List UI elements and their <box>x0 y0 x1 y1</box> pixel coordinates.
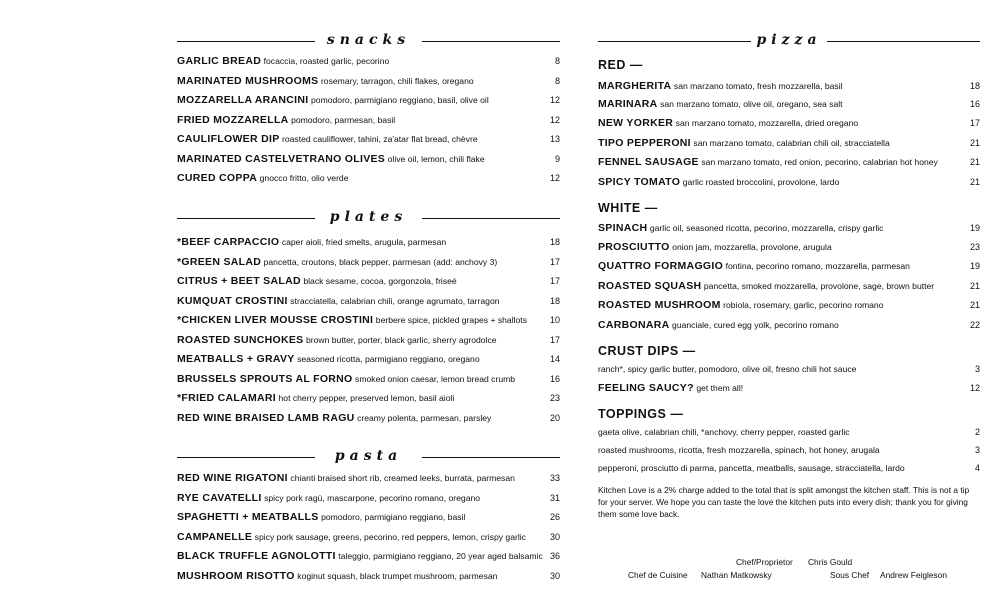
menu-item <box>177 312 560 328</box>
item-name: KUMQUAT CROSTINI <box>177 294 288 307</box>
item-price: 12 <box>549 173 560 183</box>
item-name: GARLIC BREAD <box>177 55 262 67</box>
item-desc: garlic oil, seasoned ricotta, pecorino, mozzarella, crispy garlic <box>649 223 884 233</box>
item-price: 36 <box>549 551 560 561</box>
item-name: NEW YORKER <box>598 117 674 129</box>
pizza-header <box>598 33 980 49</box>
item-price: 16 <box>969 99 980 109</box>
section-title: pizza <box>756 32 822 48</box>
menu-item <box>598 174 980 190</box>
item-desc: olive oil, lemon, chili flake <box>387 153 485 164</box>
menu-item <box>177 234 560 250</box>
item-name: SPICY TOMATO <box>598 176 681 188</box>
item-desc: brown butter, porter, black garlic, sherry agrodolce <box>305 334 497 345</box>
item-name: FENNEL SAUSAGE <box>598 156 699 168</box>
menu-item <box>177 371 560 387</box>
item-desc: gaeta olive, calabrian chili, *anchovy, cherry pepper, roasted garlic <box>598 427 850 437</box>
item-desc: gnocco fritto, olio verde <box>259 173 349 183</box>
menu-item <box>177 332 560 348</box>
divider <box>422 41 560 42</box>
menu-item <box>177 254 560 270</box>
item-price: 4 <box>974 463 980 473</box>
item-price: 10 <box>549 315 560 325</box>
menu-item <box>177 410 560 426</box>
menu-item <box>177 490 560 506</box>
menu-item <box>177 53 560 69</box>
menu-item <box>598 258 980 274</box>
item-desc: san marzano tomato, red onion, pecorino, calabrian hot honey <box>701 157 938 167</box>
item-desc: berbere spice, pickled grapes + shallots <box>375 315 527 325</box>
item-name: RED WINE RIGATONI <box>177 472 288 484</box>
item-price: 30 <box>549 531 560 542</box>
topping-line <box>598 424 980 440</box>
item-desc: roasted mushrooms, ricotta, fresh mozzarella, spinach, hot honey, arugala <box>598 445 880 455</box>
item-name: MARINATED CASTELVETRANO OLIVES <box>177 152 386 165</box>
item-price: 18 <box>549 237 560 247</box>
item-desc: seasoned ricotta, parmigiano reggiano, oregano <box>297 354 480 364</box>
item-price: 33 <box>549 473 560 483</box>
item-price: 21 <box>969 300 980 310</box>
item-price: 18 <box>549 295 560 306</box>
item-price: 21 <box>969 281 980 291</box>
item-price: 21 <box>969 157 980 167</box>
item-desc: san marzano tomato, calabrian chili oil, stracciatella <box>693 138 890 148</box>
item-desc: taleggio, parmigiano reggiano, 20 year aged balsamic <box>338 551 543 561</box>
item-price: 12 <box>969 383 980 393</box>
item-name: MOZZARELLA ARANCINI <box>177 94 309 106</box>
item-desc: guanciale, cured egg yolk, pecorino romano <box>672 320 839 330</box>
red-heading: RED — <box>598 58 643 72</box>
snacks-header <box>177 33 560 49</box>
item-name: RED WINE BRAISED LAMB RAGU <box>177 411 355 424</box>
item-desc: spicy pork sausage, greens, pecorino, red peppers, lemon, crispy garlic <box>254 531 526 542</box>
item-price: 17 <box>549 276 560 286</box>
item-price: 12 <box>549 114 560 125</box>
proprietor-name: Chris Gould <box>808 557 853 567</box>
divider <box>827 41 980 42</box>
item-price: 23 <box>969 242 980 252</box>
item-name: SPAGHETTI + MEATBALLS <box>177 511 319 523</box>
section-title: plates <box>329 209 408 225</box>
item-name: RYE CAVATELLI <box>177 491 262 504</box>
menu-item <box>177 351 560 367</box>
menu-item <box>598 154 980 170</box>
menu-item <box>598 135 980 151</box>
item-desc: stracciatella, calabrian chili, orange agrumato, tarragon <box>290 295 500 306</box>
item-price: 8 <box>554 75 560 86</box>
item-desc: pancetta, croutons, black pepper, parmesan (add: anchovy 3) <box>263 256 498 267</box>
menu-item <box>177 390 560 406</box>
item-price: 26 <box>549 512 560 522</box>
toppings-heading: TOPPINGS — <box>598 407 684 421</box>
item-price: 2 <box>974 427 980 437</box>
item-name: MARINATED MUSHROOMS <box>177 74 319 87</box>
menu-item <box>598 297 980 313</box>
item-desc: pancetta, smoked mozzarella, provolone, sage, brown butter <box>703 281 935 291</box>
item-price: 30 <box>549 570 560 581</box>
menu-item <box>177 73 560 89</box>
item-price: 21 <box>969 138 980 148</box>
menu-item <box>598 278 980 294</box>
sous-chef-title: Sous Chef <box>830 570 870 580</box>
item-name: FRIED MOZZARELLA <box>177 113 289 126</box>
item-name: TIPO PEPPERONI <box>598 137 691 149</box>
item-desc: garlic roasted broccolini, provolone, lardo <box>682 177 840 187</box>
topping-line <box>598 442 980 458</box>
item-desc: caper aioli, fried smelts, arugula, parmesan <box>281 237 447 247</box>
item-name: CURED COPPA <box>177 172 258 184</box>
item-name: CARBONARA <box>598 319 670 331</box>
item-name: SPINACH <box>598 222 648 234</box>
item-name: CITRUS + BEET SALAD <box>177 275 301 287</box>
pasta-header <box>177 449 560 465</box>
item-desc: san marzano tomato, olive oil, oregano, sea salt <box>660 99 843 109</box>
item-price: 23 <box>549 393 560 403</box>
menu-item <box>177 470 560 486</box>
item-name: PROSCIUTTO <box>598 241 670 253</box>
item-desc: fontina, pecorino romano, mozzarella, parmesan <box>725 261 910 271</box>
item-name: *BEEF CARPACCIO <box>177 236 280 248</box>
item-desc: pomodoro, parmigiano reggiano, basil, olive oil <box>311 95 489 105</box>
item-price: 22 <box>969 320 980 330</box>
menu-item <box>598 96 980 112</box>
item-name: BRUSSELS SPROUTS AL FORNO <box>177 372 353 385</box>
item-name: MARINARA <box>598 98 658 110</box>
item-name: MEATBALLS + GRAVY <box>177 353 295 365</box>
item-desc: roasted cauliflower, tahini, za'atar flat bread, chèvre <box>282 134 478 144</box>
item-desc: koginut squash, black trumpet mushroom, parmesan <box>297 570 498 581</box>
section-title: pasta <box>334 448 403 464</box>
item-price: 14 <box>549 354 560 364</box>
item-name: CAULIFLOWER DIP <box>177 133 280 145</box>
white-heading: WHITE — <box>598 201 658 215</box>
menu-item <box>177 131 560 147</box>
item-desc: creamy polenta, parmesan, parsley <box>357 412 492 423</box>
divider <box>422 218 560 219</box>
section-title: snacks <box>326 32 411 48</box>
item-price: 13 <box>549 134 560 144</box>
item-name: *FRIED CALAMARI <box>177 392 276 404</box>
item-name: *CHICKEN LIVER MOUSSE CROSTINI <box>177 314 374 326</box>
item-name: MARGHERITA <box>598 80 672 92</box>
item-price: 9 <box>554 153 560 164</box>
item-name: *GREEN SALAD <box>177 255 262 268</box>
item-desc: black sesame, cocoa, gorgonzola, friseé <box>303 276 457 286</box>
menu-item <box>177 529 560 545</box>
item-name: BLACK TRUFFLE AGNOLOTTI <box>177 550 336 562</box>
sous-chef-name: Andrew Feigleson <box>880 570 948 580</box>
item-desc: san marzano tomato, mozzarella, dried oregano <box>675 118 859 128</box>
menu-item <box>177 273 560 289</box>
chef-de-cuisine-title: Chef de Cuisine <box>628 570 688 580</box>
kitchen-love-note: Kitchen Love is a 2% charge added to the total that is split amongst the kitchen staff. This is not a tip for your server. We hope you can taste the love the kitchen puts into every dish; thank you for giving them some love back. <box>598 485 970 519</box>
item-price: 3 <box>974 364 980 374</box>
item-price: 12 <box>549 95 560 105</box>
crust-dips-heading: CRUST DIPS — <box>598 344 696 358</box>
item-name: ROASTED MUSHROOM <box>598 299 721 311</box>
item-price: 31 <box>549 492 560 503</box>
item-desc: pepperoni, prosciutto di parma, pancetta, meatballs, sausage, stracciatella, lardo <box>598 463 905 473</box>
menu-item <box>598 380 980 396</box>
item-desc: rosemary, tarragon, chili flakes, oregano <box>320 75 474 86</box>
item-price: 17 <box>549 256 560 267</box>
item-price: 20 <box>549 412 560 423</box>
menu-item <box>598 115 980 131</box>
item-name: FEELING SAUCY? <box>598 382 694 394</box>
item-desc: focaccia, roasted garlic, pecorino <box>263 56 390 66</box>
item-desc: ranch*, spicy garlic butter, pomodoro, olive oil, fresno chili hot sauce <box>598 364 857 374</box>
item-price: 19 <box>969 261 980 271</box>
item-price: 8 <box>554 56 560 66</box>
item-desc: pomodoro, parmigiano reggiano, basil <box>321 512 466 522</box>
item-desc: onion jam, mozzarella, provolone, arugula <box>672 242 832 252</box>
item-name: ROASTED SQUASH <box>598 280 702 292</box>
item-price: 16 <box>549 373 560 384</box>
item-name: QUATTRO FORMAGGIO <box>598 260 724 272</box>
item-desc: chianti braised short rib, creamed leeks, burrata, parmesan <box>290 473 515 483</box>
crust-dips-line <box>598 361 980 377</box>
item-price: 21 <box>969 177 980 187</box>
menu-item <box>177 170 560 186</box>
item-desc: smoked onion caesar, lemon bread crumb <box>355 373 516 384</box>
menu-item <box>177 568 560 584</box>
item-price: 18 <box>969 81 980 91</box>
item-desc: san marzano tomato, fresh mozzarella, basil <box>673 81 843 91</box>
menu-item <box>177 112 560 128</box>
item-price: 17 <box>549 334 560 345</box>
menu-item <box>177 548 560 564</box>
menu-item <box>598 239 980 255</box>
item-name: ROASTED SUNCHOKES <box>177 333 304 346</box>
chef-de-cuisine-name: Nathan Matkowsky <box>701 570 772 580</box>
topping-line <box>598 460 980 476</box>
item-price: 19 <box>969 223 980 233</box>
item-price: 3 <box>974 445 980 455</box>
divider <box>422 457 560 458</box>
menu-item <box>177 509 560 525</box>
menu-item <box>598 317 980 333</box>
menu-item <box>177 151 560 167</box>
item-price: 17 <box>969 118 980 128</box>
proprietor-title: Chef/Proprietor <box>736 557 793 567</box>
plates-header <box>177 210 560 226</box>
item-desc: spicy pork ragù, mascarpone, pecorino romano, oregano <box>264 492 481 503</box>
menu-item <box>177 92 560 108</box>
item-name: MUSHROOM RISOTTO <box>177 569 295 582</box>
item-desc: hot cherry pepper, preserved lemon, basil aioli <box>278 393 455 403</box>
item-desc: get them all! <box>696 383 744 393</box>
item-desc: robiola, rosemary, garlic, pecorino romano <box>723 300 884 310</box>
menu-item <box>598 220 980 236</box>
menu-item <box>598 78 980 94</box>
item-name: CAMPANELLE <box>177 530 253 543</box>
item-desc: pomodoro, parmesan, basil <box>291 114 396 125</box>
menu-item <box>177 293 560 309</box>
